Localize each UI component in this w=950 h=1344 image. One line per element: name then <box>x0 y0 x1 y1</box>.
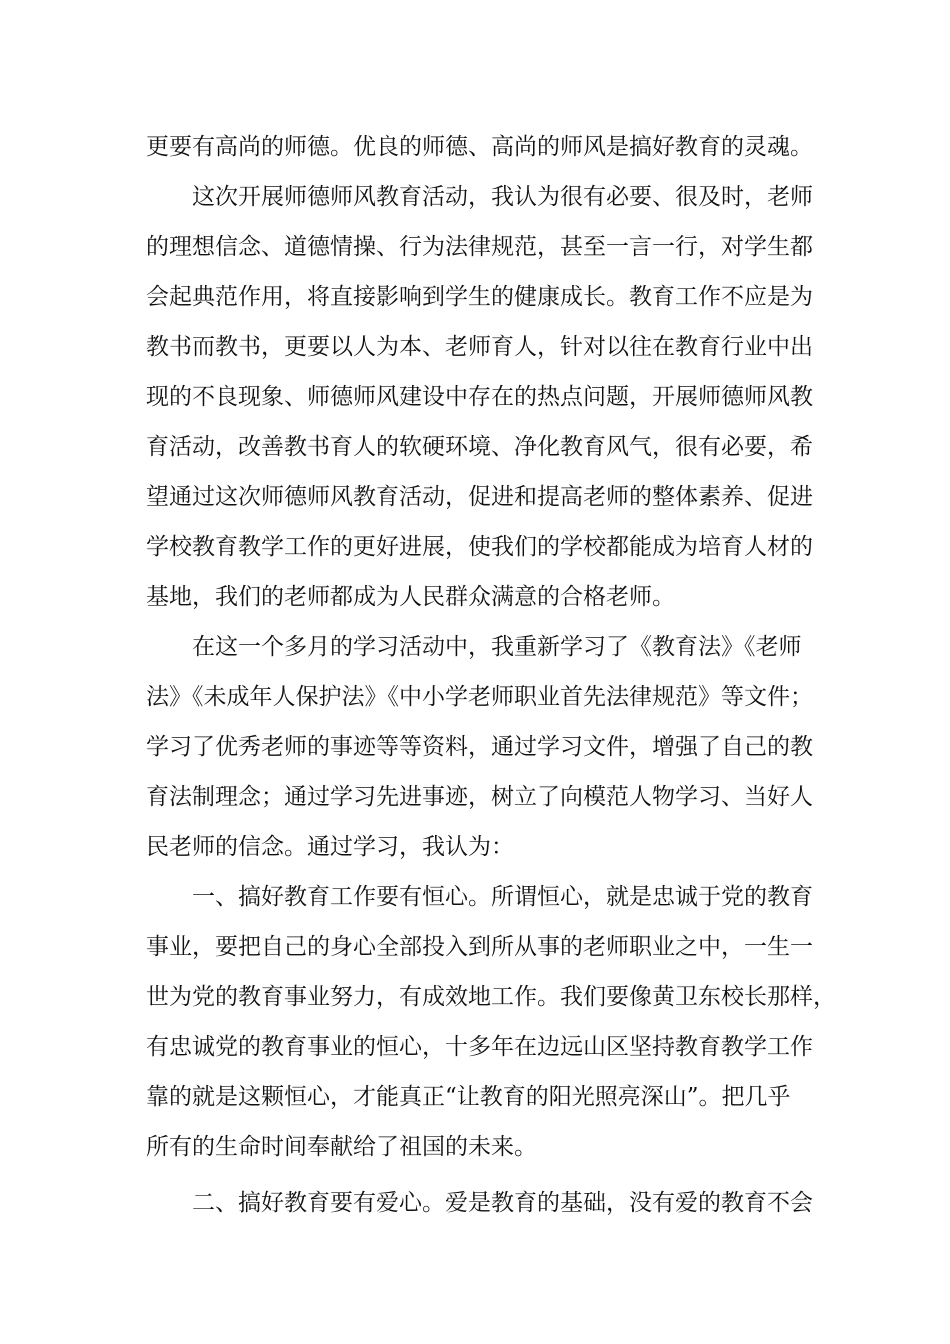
text-line: 望通过这次师德师风教育活动，促进和提高老师的整体素养、促进 <box>146 484 813 510</box>
text-line: 更要有高尚的师德。优良的师德、高尚的师风是搞好教育的灵魂。 <box>146 134 813 160</box>
text-line: 所有的生命时间奉献给了祖国的未来。 <box>146 1134 537 1160</box>
text-line: 民老师的信念。通过学习，我认为： <box>146 834 514 860</box>
text-line: 育活动，改善教书育人的软硬环境、净化教育风气，很有必要，希 <box>146 434 813 460</box>
text-line: 学校教育教学工作的更好进展，使我们的学校都能成为培育人材的 <box>146 534 813 560</box>
text-line: 的理想信念、道德情操、行为法律规范，甚至一言一行，对学生都 <box>146 234 813 260</box>
paragraph-first-line: 二、搞好教育要有爱心。爱是教育的基础，没有爱的教育不会 <box>192 1190 813 1216</box>
text-line: 教书而教书，更要以人为本、老师育人，针对以往在教育行业中出 <box>146 334 813 360</box>
document-body <box>146 122 836 1228</box>
text-line: 育法制理念；通过学习先进事迹，树立了向模范人物学习、当好人 <box>146 784 813 810</box>
text-line: 基地，我们的老师都成为人民群众满意的合格老师。 <box>146 584 675 610</box>
text-line: 靠的就是这颗恒心，才能真正“让教育的阳光照亮深山”。把几乎 <box>146 1084 791 1110</box>
text-line: 现的不良现象、师德师风建设中存在的热点问题，开展师德师风教 <box>146 384 813 410</box>
text-line: 会起典范作用，将直接影响到学生的健康成长。教育工作不应是为 <box>146 284 813 310</box>
text-line: 有忠诚党的教育事业的恒心，十多年在边远山区坚持教育教学工作 <box>146 1034 813 1060</box>
text-line: 事业，要把自己的身心全部投入到所从事的老师职业之中，一生一 <box>146 934 813 960</box>
text-line: 法》《未成年人保护法》《中小学老师职业首先法律规范》等文件； <box>146 684 813 710</box>
text-line: 世为党的教育事业努力，有成效地工作。我们要像黄卫东校长那样， <box>146 984 836 1010</box>
text-line: 学习了优秀老师的事迹等等资料，通过学习文件，增强了自己的教 <box>146 734 813 760</box>
paragraph-first-line: 一、搞好教育工作要有恒心。所谓恒心，就是忠诚于党的教育 <box>192 884 813 910</box>
paragraph-first-line: 在这一个多月的学习活动中，我重新学习了《教育法》《老师 <box>192 634 802 660</box>
paragraph-first-line: 这次开展师德师风教育活动，我认为很有必要、很及时，老师 <box>192 184 813 210</box>
